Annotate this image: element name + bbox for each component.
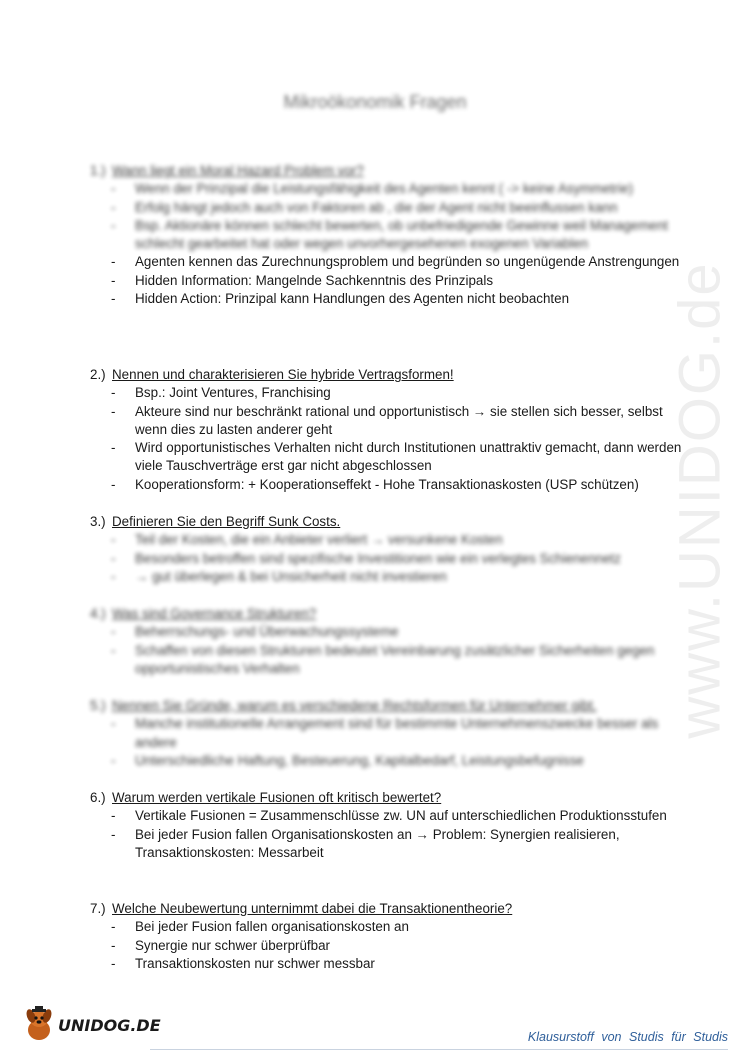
answer-item <box>90 253 690 271</box>
answer-item <box>90 199 690 217</box>
answer-text: Wenn der Prinzipal die Leistungsfähigkeit des Agenten kennt ( -> keine Asymmetrie) <box>135 181 634 197</box>
question-heading <box>90 162 690 180</box>
footer-tagline: Klausurstoff von Studis für Studis <box>527 1030 728 1044</box>
answer-text: Agenten kennen das Zurechnungsproblem und begründen so ungenügende Anstrengungen <box>135 254 680 270</box>
bullet-dash: - <box>111 568 116 584</box>
bullet-dash: - <box>111 808 116 824</box>
answer-item <box>90 531 690 549</box>
bullet-dash: - <box>111 919 116 935</box>
bullet-dash: - <box>111 476 116 492</box>
question-number: 3.) <box>90 514 106 529</box>
bullet-dash: - <box>111 254 116 270</box>
question-heading <box>90 900 690 918</box>
answer-item <box>90 937 690 955</box>
answer-text: Wird opportunistisches Verhalten nicht durch Institutionen unattraktiv gemacht, dann werden viele Tauschverträge erst gar nicht abgeschlossen <box>135 440 682 474</box>
answer-item <box>90 180 690 198</box>
page-title: Mikroökonomik Fragen <box>283 92 467 112</box>
answer-text: Transaktionskosten nur schwer messbar <box>135 955 375 971</box>
question-text: Wann liegt ein Moral Hazard Problem vor? <box>112 163 364 178</box>
answer-item <box>90 384 690 402</box>
answer-item <box>90 918 690 936</box>
answer-text: Beherrschungs- und Überwachungssysteme <box>135 624 399 640</box>
answer-item <box>90 550 690 568</box>
question-heading <box>90 697 690 715</box>
question-text: Nennen Sie Gründe, warum es verschiedene Rechtsformen für Unternehmer gibt. <box>112 698 597 713</box>
question-number: 7.) <box>90 901 106 916</box>
bullet-dash: - <box>111 291 116 307</box>
question-heading <box>90 605 690 623</box>
question-text: Was sind Governance Strukturen? <box>112 606 317 621</box>
answer-item <box>90 623 690 641</box>
question-block <box>90 162 690 308</box>
footer-logo <box>22 1006 161 1044</box>
question-text: Nennen und charakterisieren Sie hybride Vertragsformen! <box>112 367 454 382</box>
answer-item <box>90 272 690 290</box>
answer-text: Bsp. Aktionäre können schlecht bewerten, ob unbefriedigende Gewinne weil Management schlecht gearbeitet hat oder wegen unvorhergesehenen exogenen Variablen <box>135 217 668 252</box>
answer-item <box>90 290 690 308</box>
question-text: Definieren Sie den Begriff Sunk Costs. <box>112 514 341 529</box>
answer-text: Synergie nur schwer überprüfbar <box>135 937 331 953</box>
answer-text: Vertikale Fusionen = Zusammenschlüsse zw. UN auf unterschiedlichen Produktionsstufen <box>135 808 667 824</box>
question-number: 5.) <box>90 698 106 713</box>
bullet-dash: - <box>111 937 116 953</box>
answer-text: Hidden Action: Prinzipal kann Handlungen des Agenten nicht beobachten <box>135 291 570 307</box>
answer-text: Erfolg hängt jedoch auch von Faktoren ab , die der Agent nicht beeinflussen kann <box>135 199 618 215</box>
answer-text: Teil der Kosten, die ein Anbieter verliert → versunkene Kosten <box>135 532 503 548</box>
question-heading <box>90 789 690 807</box>
dog-logo-icon <box>22 1006 56 1044</box>
answer-item <box>90 439 690 476</box>
answer-item <box>90 807 690 825</box>
answer-text: Bei jeder Fusion fallen Organisationskosten an → Problem: Synergien realisieren, Transaktionskosten: Messarbeit <box>135 826 620 860</box>
bullet-dash: - <box>111 181 116 197</box>
bullet-dash: - <box>111 955 116 971</box>
answer-list <box>90 623 690 678</box>
answer-item <box>90 826 690 863</box>
bullet-dash: - <box>111 532 116 548</box>
answer-text: Hidden Information: Mangelnde Sachkenntnis des Prinzipals <box>135 272 494 288</box>
question-block <box>90 366 690 494</box>
question-heading <box>90 513 690 531</box>
answer-list <box>90 918 690 973</box>
question-number: 1.) <box>90 163 106 178</box>
footer-divider <box>150 1049 728 1050</box>
question-text: Welche Neubewertung unternimmt dabei die Transaktionentheorie? <box>112 901 513 916</box>
answer-text: Unterschiedliche Haftung, Besteuerung, Kapitalbedarf, Leistungsbefugnisse <box>135 752 584 768</box>
question-text: Warum werden vertikale Fusionen oft kritisch bewertet? <box>112 790 442 805</box>
answer-item <box>90 715 690 752</box>
question-block <box>90 697 690 770</box>
bullet-dash: - <box>111 716 116 732</box>
answer-item <box>90 217 690 254</box>
answer-text: Schaffen von diesen Strukturen bedeutet Vereinbarung zusätzlicher Sicherheiten gegen opportunistisches Verhalten <box>135 642 655 676</box>
answer-text: Kooperationsform: + Kooperationseffekt - Hohe Transaktionaskosten (USP schützen) <box>135 476 639 492</box>
question-block <box>90 789 690 862</box>
bullet-dash: - <box>111 217 116 233</box>
answer-text: Besonders betroffen sind spezifische Investitionen wie ein verlegtes Schienennetz <box>135 550 621 566</box>
answer-item <box>90 568 690 586</box>
bullet-dash: - <box>111 624 116 640</box>
answer-list <box>90 715 690 770</box>
bullet-dash: - <box>111 403 116 419</box>
bullet-dash: - <box>111 385 116 401</box>
answer-text: Bsp.: Joint Ventures, Franchising <box>135 385 331 401</box>
bullet-dash: - <box>111 826 116 842</box>
answer-text: Manche institutionelle Arrangement sind für bestimmte Unternehmenszwecke besser als andere <box>135 716 659 750</box>
answer-item <box>90 955 690 973</box>
bullet-dash: - <box>111 752 116 768</box>
question-number: 2.) <box>90 367 106 382</box>
bullet-dash: - <box>111 199 116 215</box>
watermark-text: www.UNIDOG.de <box>667 261 733 739</box>
bullet-dash: - <box>111 642 116 658</box>
answer-item <box>90 476 690 494</box>
answer-list <box>90 531 690 586</box>
answer-text: Bei jeder Fusion fallen organisationskosten an <box>135 919 409 935</box>
question-number: 6.) <box>90 790 106 805</box>
answer-text: → gut überlegen & bei Unsicherheit nicht investieren <box>135 568 447 584</box>
answer-list <box>90 180 690 308</box>
bullet-dash: - <box>111 272 116 288</box>
answer-list <box>90 807 690 862</box>
answer-item <box>90 403 690 440</box>
answer-item <box>90 752 690 770</box>
question-number: 4.) <box>90 606 106 621</box>
bullet-dash: - <box>111 550 116 566</box>
answer-list <box>90 384 690 494</box>
question-heading <box>90 366 690 384</box>
answer-text: Akteure sind nur beschränkt rational und opportunistisch → sie stellen sich besser, selbst wenn dies zu lasten anderer geht <box>135 403 663 437</box>
question-block <box>90 605 690 678</box>
answer-item <box>90 642 690 679</box>
logo-text: UNIDOG.DE <box>58 1015 161 1035</box>
bullet-dash: - <box>111 440 116 456</box>
question-block <box>90 900 690 973</box>
question-block <box>90 513 690 586</box>
